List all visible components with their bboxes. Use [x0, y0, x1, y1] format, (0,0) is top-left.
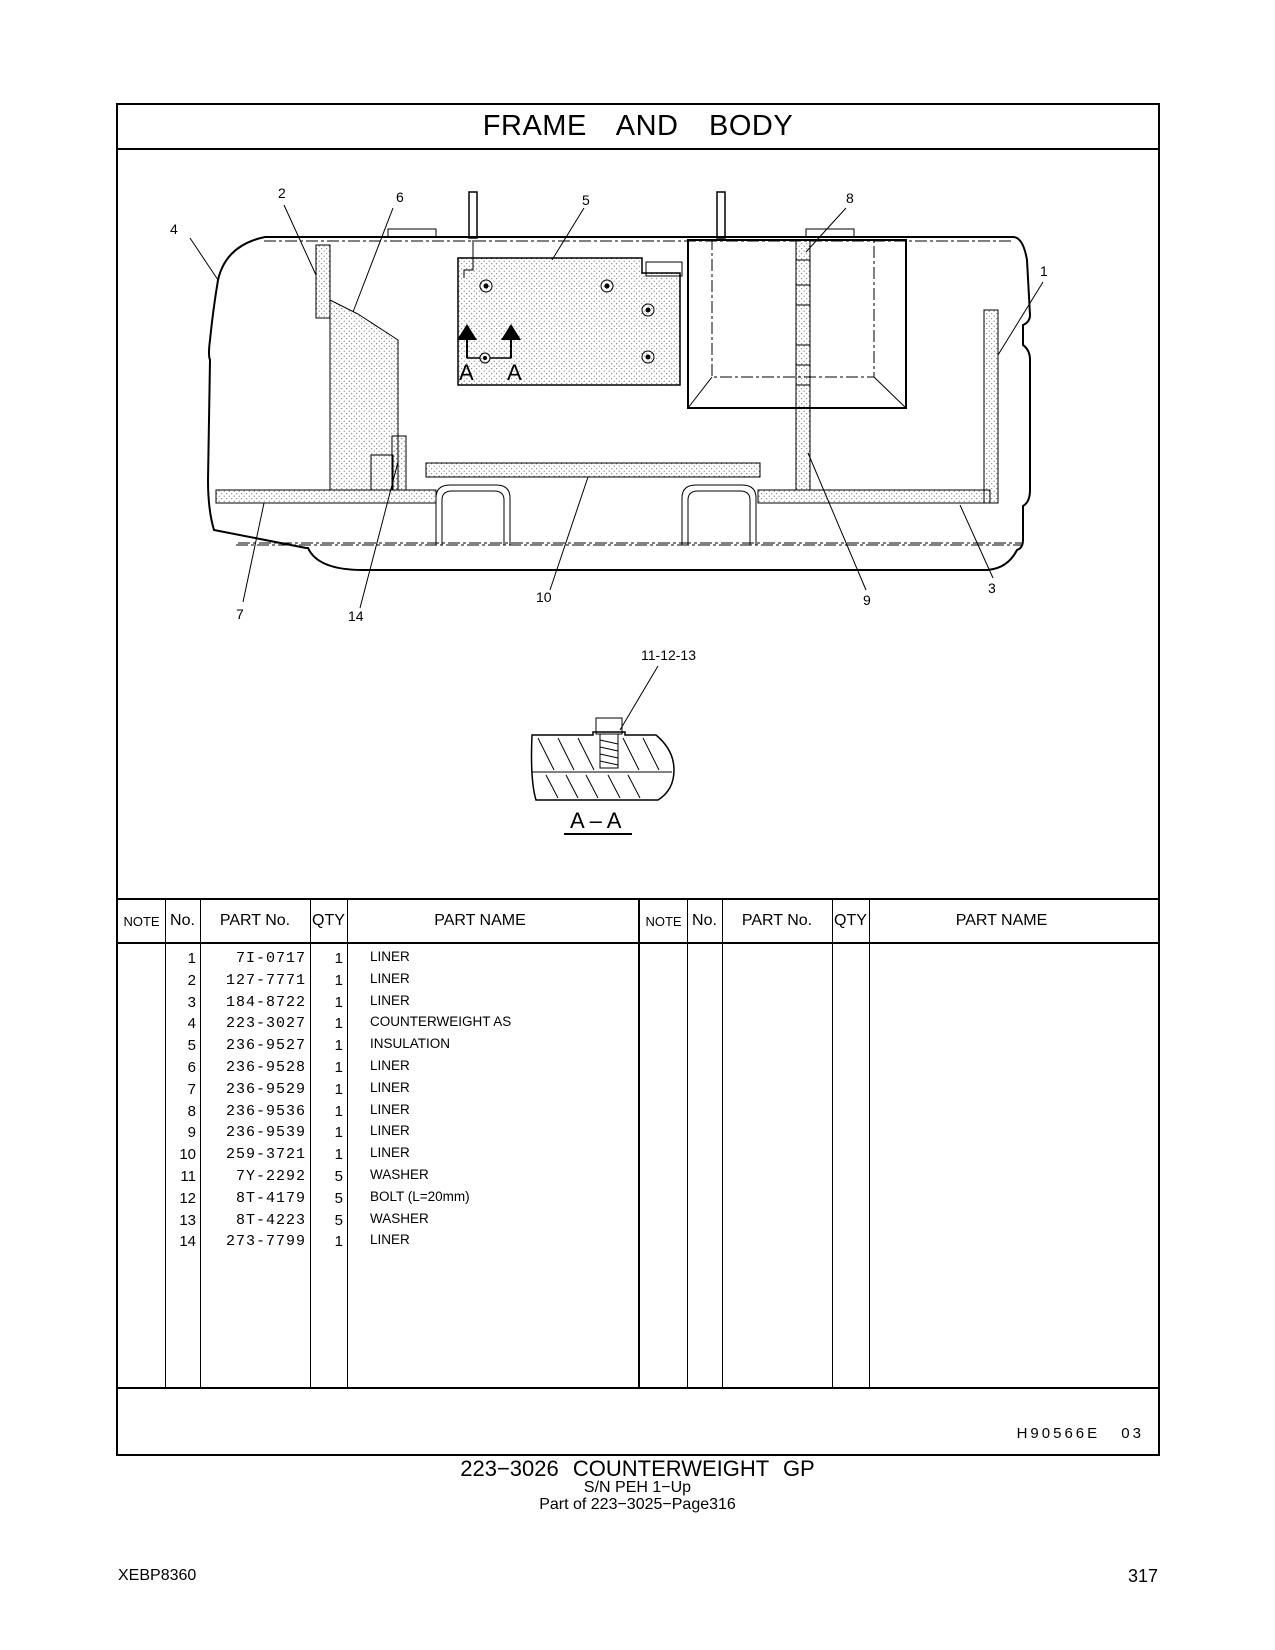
- row-qty: 1: [334, 1058, 343, 1076]
- title-row: [118, 105, 1158, 150]
- header-part-name: PART NAME: [955, 912, 1048, 929]
- row-part-no: 236-9539: [225, 1124, 306, 1142]
- row-part-name: LINER: [370, 970, 410, 986]
- section-marker-left: A: [459, 360, 474, 385]
- row-part-name: LINER: [370, 1232, 410, 1248]
- row-qty: 1: [334, 1102, 343, 1120]
- header-no: No.: [170, 912, 195, 929]
- table-row: [118, 1015, 639, 1037]
- row-part-no: 236-9527: [225, 1037, 306, 1055]
- table-row: [118, 972, 639, 994]
- part-liner-3: [758, 490, 990, 503]
- page-number: 317: [1127, 1566, 1158, 1586]
- row-no: 3: [187, 993, 196, 1011]
- header-qty: QTY: [312, 912, 345, 929]
- row-part-name: LINER: [370, 1079, 410, 1095]
- section-aa-label: A – A: [570, 808, 622, 833]
- row-part-name: WASHER: [370, 1210, 429, 1226]
- callout-7: 7: [236, 606, 244, 622]
- caption-serial: S/N PEH 1−Up: [583, 1479, 692, 1496]
- row-part-name: INSULATION: [370, 1036, 451, 1052]
- callout-11-12-13: 11-12-13: [641, 647, 697, 663]
- row-qty: 5: [334, 1167, 343, 1185]
- header-note: NOTE: [645, 913, 682, 929]
- row-part-no: 184-8722: [225, 993, 306, 1011]
- callout-2: 2: [278, 185, 286, 201]
- row-part-name: LINER: [370, 1123, 410, 1139]
- row-qty: 1: [334, 1124, 343, 1142]
- table-header: [118, 900, 639, 944]
- document-code: XEBP8360: [118, 1567, 197, 1584]
- parts-sheet: [116, 103, 1160, 1456]
- part-liner-10: [426, 463, 760, 477]
- row-no: 11: [180, 1167, 196, 1185]
- header-no: No.: [692, 912, 717, 929]
- part-insulation-5: [458, 258, 680, 385]
- callout-10: 10: [536, 589, 552, 605]
- table-row: [118, 1146, 639, 1168]
- row-qty: 1: [334, 1080, 343, 1098]
- row-part-name: WASHER: [370, 1166, 429, 1182]
- caption-part-of: Part of 223−3025−Page316: [539, 1496, 736, 1513]
- section-marker-right: A: [507, 360, 522, 385]
- table-row: [118, 1081, 639, 1103]
- drawing-code: H90566E 03: [1016, 1425, 1144, 1442]
- row-no: 8: [187, 1102, 196, 1120]
- callout-5: 5: [582, 192, 590, 208]
- row-part-no: 8T-4223: [235, 1211, 306, 1229]
- part-liner-7: [216, 490, 436, 503]
- part-liner-1: [984, 310, 998, 503]
- callout-4: 4: [170, 221, 178, 237]
- row-no: 6: [187, 1058, 196, 1076]
- row-no: 4: [187, 1015, 196, 1033]
- callout-9: 9: [863, 592, 871, 608]
- part-liner-14: [392, 436, 406, 490]
- row-qty: 1: [334, 971, 343, 989]
- row-part-no: 236-9536: [225, 1102, 306, 1120]
- callout-8: 8: [846, 190, 854, 206]
- row-no: 5: [187, 1037, 196, 1055]
- header-qty: QTY: [834, 912, 867, 929]
- row-no: 14: [179, 1233, 196, 1251]
- row-qty: 5: [334, 1211, 343, 1229]
- table-row: [118, 1233, 639, 1255]
- table-header: [640, 900, 1158, 944]
- row-part-name: LINER: [370, 992, 410, 1008]
- header-note: NOTE: [123, 913, 160, 929]
- row-qty: 1: [334, 1233, 343, 1251]
- table-row: [118, 1212, 639, 1234]
- part-liner-2: [316, 245, 330, 318]
- table-row: [118, 1037, 639, 1059]
- row-qty: 1: [334, 950, 343, 967]
- row-part-no: 236-9529: [225, 1080, 306, 1098]
- table-row: [118, 1124, 639, 1146]
- row-part-no: 236-9528: [225, 1058, 306, 1076]
- row-qty: 5: [334, 1189, 343, 1207]
- header-part-no: PART No.: [219, 912, 291, 929]
- row-no: 7: [187, 1080, 196, 1098]
- row-part-no: 223-3027: [225, 1015, 306, 1033]
- caption: [0, 1458, 1275, 1513]
- row-no: 12: [179, 1189, 196, 1207]
- callout-3: 3: [988, 580, 996, 596]
- table-row: [118, 1103, 639, 1125]
- row-part-name: BOLT (L=20mm): [370, 1188, 470, 1204]
- callout-6: 6: [396, 189, 404, 205]
- parts-list-table: [118, 898, 1158, 1389]
- table-row: [118, 1059, 639, 1081]
- page-title: FRAME AND BODY: [482, 110, 794, 142]
- row-qty: 1: [334, 1015, 343, 1033]
- row-no: 9: [187, 1124, 196, 1142]
- exploded-view-drawing: [118, 150, 1158, 900]
- row-part-name: LINER: [370, 949, 410, 964]
- caption-title: 223−3026 COUNTERWEIGHT GP: [460, 1456, 815, 1481]
- part-liner-6: [330, 300, 398, 490]
- table-row: [118, 950, 639, 972]
- table-row: [118, 1168, 639, 1190]
- row-part-name: LINER: [370, 1101, 410, 1117]
- row-part-no: 259-3721: [225, 1146, 306, 1164]
- row-part-no: 7I-0717: [235, 950, 306, 967]
- header-part-no: PART No.: [741, 912, 813, 929]
- callout-1: 1: [1040, 263, 1048, 279]
- row-part-no: 7Y-2292: [235, 1167, 306, 1185]
- header-part-name: PART NAME: [434, 912, 526, 929]
- row-no: 1: [187, 950, 196, 967]
- parts-list-right: [638, 900, 1158, 1387]
- table-row: [118, 1190, 639, 1212]
- row-qty: 1: [334, 993, 343, 1011]
- row-qty: 1: [334, 1037, 343, 1055]
- parts-list-left: [118, 900, 639, 1387]
- row-part-no: 8T-4179: [235, 1189, 306, 1207]
- row-part-name: LINER: [370, 1057, 410, 1073]
- table-row: [118, 994, 639, 1016]
- row-part-no: 127-7771: [225, 971, 306, 989]
- row-part-no: 273-7799: [225, 1233, 306, 1251]
- row-part-name: COUNTERWEIGHT AS: [370, 1014, 512, 1030]
- row-part-name: LINER: [370, 1145, 410, 1161]
- row-no: 10: [179, 1146, 196, 1164]
- row-no: 2: [187, 971, 196, 989]
- parts-rows: [118, 950, 639, 1255]
- row-qty: 1: [334, 1146, 343, 1164]
- row-no: 13: [179, 1211, 196, 1229]
- callout-14: 14: [348, 608, 364, 624]
